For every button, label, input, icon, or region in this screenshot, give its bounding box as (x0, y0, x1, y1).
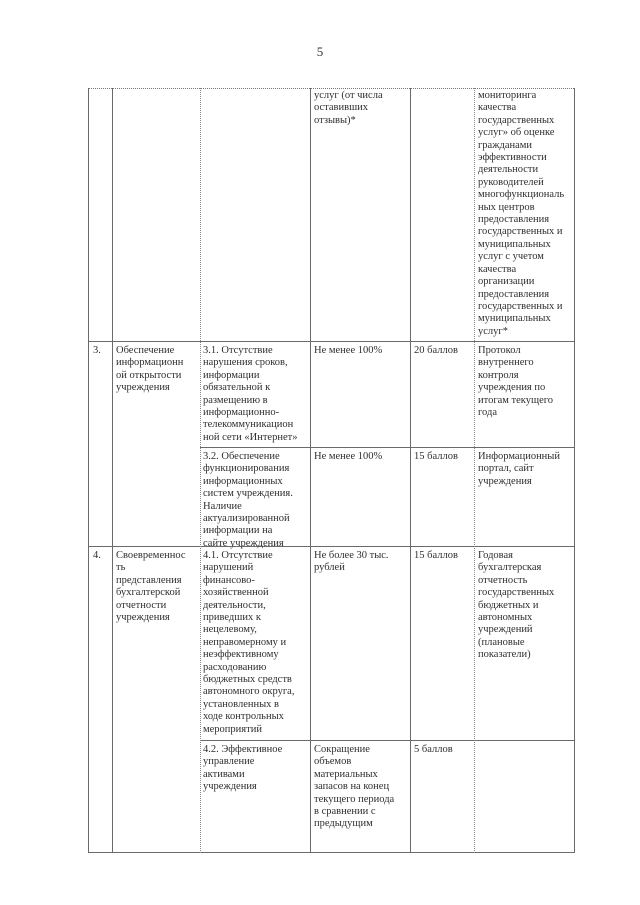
row3-1-indicator: 3.1. Отсутствие нарушения сроков, информации обязательной к размещению в информационно- телекоммуникацион ной сети «Интернет» (203, 345, 298, 443)
row4-1-points: 15 баллов (414, 550, 458, 561)
col-border-left (88, 88, 89, 853)
col-border-criterion (200, 88, 201, 853)
row4-2-value: Сокращение объемов материальных запасов на конец текущего периода в сравнении с предыдущим (314, 744, 395, 830)
row3-2-indicator: 3.2. Обеспечение функционирования информационных систем учреждения. Наличие актуализированной информации на сайте учреждения (203, 451, 293, 549)
row3-2-points: 15 баллов (414, 451, 458, 462)
row3-1-points: 20 баллов (414, 345, 458, 356)
col-border-points (474, 88, 475, 853)
col-border-value (410, 88, 411, 853)
row4-2-points: 5 баллов (414, 744, 453, 755)
col-border-number (112, 88, 113, 853)
page-number: 5 (316, 44, 324, 59)
row4-number: 4. (93, 550, 101, 561)
row-divider-3 (88, 341, 574, 342)
row4-1-indicator: 4.1. Отсутствие нарушений финансово- хозяйственной деятельности, приведших к нецелевому, неправомерному и неэффективному расходованию бюджетных средств автономного округа, установленных в ходе контрольных мероприятий (203, 550, 295, 735)
row4-2-indicator: 4.2. Эффективное управление активами учреждения (203, 744, 283, 793)
row4-criterion: Своевременнос ть представления бухгалтерской отчетности учреждения (116, 550, 186, 624)
row3-2-value: Не менее 100% (314, 451, 383, 462)
col-border-right (574, 88, 575, 853)
row-divider-4-2 (200, 740, 574, 741)
row3-criterion: Обеспечение информационн ой открытости учреждения (116, 345, 184, 394)
col-border-indicator (310, 88, 311, 853)
continuation-source-text: мониторинга качества государственных услуг» об оценке гражданами эффективности деятельности руководителей многофункциональ ных центров предоставления государственных и муниципальных услуг с учетом качества организации предоставления государственных и муниципальных услуг* (478, 90, 565, 337)
table-top-border (88, 88, 574, 89)
row4-1-source: Годовая бухгалтерская отчетность государственных бюджетных и автономных учреждений (плановые показатели) (478, 550, 555, 661)
row3-number: 3. (93, 345, 101, 356)
row-divider-4 (88, 546, 574, 547)
row3-2-source: Информационный портал, сайт учреждения (478, 451, 560, 487)
continuation-indicator-text: услуг (от числа оставивших отзывы)* (314, 90, 383, 126)
row4-1-value: Не более 30 тыс. рублей (314, 550, 389, 574)
row-divider-3-2 (200, 447, 574, 448)
table-bottom-border (88, 852, 574, 853)
row3-1-value: Не менее 100% (314, 345, 383, 356)
row3-1-source: Протокол внутреннего контроля учреждения по итогам текущего года (478, 345, 554, 419)
